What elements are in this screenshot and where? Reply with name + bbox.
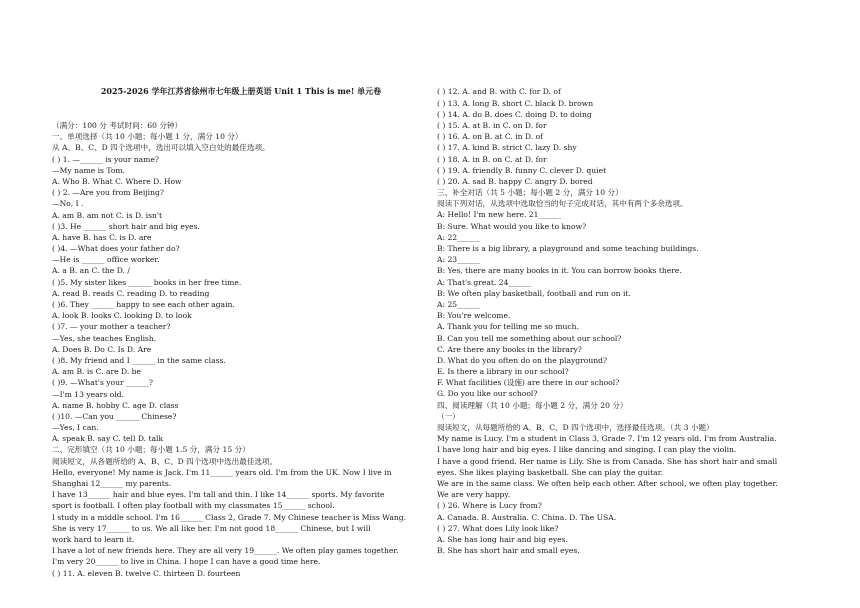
text-line: E. Is there a library in our school? [437, 367, 569, 377]
text-line: B: Sure. What would you like to know? [437, 221, 587, 231]
text-line: ( ) 12. A. and B. with C. for D. of [437, 87, 561, 97]
text-line: 一、单项选择（共 10 小题；每小题 1 分，满分 10 分） [52, 132, 243, 142]
text-line: I'm very 20______ to live in China. I hope I can have a good time here. [52, 557, 321, 567]
right-column-lines [437, 86, 820, 556]
text-line: 四、阅读理解（共 10 小题；每小题 2 分，满分 20 分） [437, 400, 628, 410]
text-line: She is very 17______ to us. We all like her. I'm not good 18______ Chinese, but I will [52, 523, 371, 533]
text-line: B: You're welcome. [437, 311, 511, 321]
text-line: A: 25______ [437, 299, 480, 309]
text-line: B: Yes, there are many books in it. You can borrow books there. [437, 266, 682, 276]
text-line: —Yes, she teaches English. [52, 333, 157, 343]
text-line: B. Can you tell me something about our school? [437, 333, 622, 343]
text-line: eyes. She likes playing basketball. She can play the guitar. [437, 467, 663, 477]
text-line: B: We often play basketball, football and run on it. [437, 288, 631, 298]
text-line: Hello, everyone! My name is Jack. I'm 11______ years old. I'm from the UK. Now I live in [52, 467, 392, 477]
text-line: ( )10. —Can you ______ Chinese? [52, 411, 177, 421]
text-line: A: Hello! I'm new here. 21______ [437, 210, 562, 220]
text-line: —My name is Tom. [52, 165, 126, 175]
text-line: B: There is a big library, a playground and some teaching buildings. [437, 244, 699, 254]
text-line: We are in the same class. We often help each other. After school, we often play together. [437, 478, 778, 488]
text-line: —He is ______ office worker. [52, 255, 160, 265]
text-line: work hard to learn it. [52, 534, 135, 544]
text-line: ( ) 18. A. in B. on C. at D. for [437, 154, 547, 164]
text-line: 三、补全对话（共 5 小题；每小题 2 分，满分 10 分） [437, 188, 623, 198]
text-line: —I'm 13 years old. [52, 389, 124, 399]
text-line: A. read B. reads C. reading D. to reading [52, 288, 210, 298]
text-line: ( )4. —What does your father do? [52, 244, 180, 254]
text-line: ( ) 16. A. on B. at C. in D. of [437, 132, 543, 142]
text-line: G. Do you like our school? [437, 389, 538, 399]
right-column [437, 64, 820, 567]
text-line: A. She has long hair and big eyes. [437, 534, 568, 544]
text-line: —Yes, I can. [52, 423, 99, 433]
text-line: A. Does B. Do C. Is D. Are [52, 344, 152, 354]
text-line: ( ) 17. A. kind B. strict C. lazy D. shy [437, 143, 577, 153]
text-line: ( )7. — your mother a teacher? [52, 322, 171, 332]
text-line: 阅读下列对话，从选项中选取恰当的句子完成对话，其中有两个多余选项。 [437, 199, 688, 209]
text-line: ( ) 2. —Are you from Beijing? [52, 188, 164, 198]
text-line: We are very happy. [437, 490, 511, 500]
text-line: A. Canada. B. Australia. C. China. D. The USA. [437, 512, 617, 522]
text-line: （满分：100 分 考试时间：60 分钟） [52, 121, 183, 131]
text-line: A. Thank you for telling me so much. [437, 322, 579, 332]
text-line: A. a B. an C. the D. / [52, 266, 130, 276]
text-line: ( ) 19. A. friendly B. funny C. clever D. quiet [437, 165, 607, 175]
text-line: —No, I . [52, 199, 84, 209]
document-title: 2025-2026 学年江苏省徐州市七年级上册英语 Unit 1 This is me! 单元卷 [100, 86, 382, 97]
left-column [52, 64, 430, 590]
text-line: 阅读短文，从各题所给的 A、B、C、D 四个选项中选出最佳选项。 [52, 456, 278, 466]
text-line: 从 A、B、C、D 四个选项中，选出可以填入空白处的最佳选项。 [52, 143, 270, 153]
text-line: A: That's great. 24______ [437, 277, 532, 287]
text-line: ( ) 15. A. at B. in C. on D. for [437, 120, 547, 130]
text-line: sport is football. I often play football with my classmates 15______ school. [52, 501, 335, 511]
text-line: I have long hair and big eyes. I like dancing and singing. I can play the violin. [437, 445, 737, 455]
text-line: Shanghai 12______ my parents. [52, 479, 172, 489]
text-line: A: 22______ [437, 232, 480, 242]
text-line: A. am B. is C. are D. be [52, 367, 142, 377]
text-line: C. Are there any books in the library? [437, 344, 582, 354]
text-line: A: 23______ [437, 255, 480, 265]
text-line: B. She has short hair and small eyes. [437, 546, 580, 556]
text-line: ( ) 26. Where is Lucy from? [437, 501, 542, 511]
text-line: ( )3. He ______ short hair and big eyes. [52, 221, 200, 231]
text-line: I study in a middle school. I'm 16______ Class 2, Grade 7. My Chinese teacher is Miss Wang. [52, 512, 407, 522]
left-column-lines [52, 120, 430, 579]
text-line: I have a good friend. Her name is Lily. She is from Canada. She has short hair and small [437, 456, 778, 466]
text-line: A. look B. looks C. looking D. to look [52, 311, 192, 321]
text-line: I have a lot of new friends here. They are all very 19______. We often play games together. [52, 546, 399, 556]
text-line: I have 13______ hair and blue eyes. I'm tall and thin. I like 14______ sports. My favorite [52, 490, 385, 500]
text-line: A. have B. has C. is D. are [52, 232, 152, 242]
text-line: My name is Lucy. I'm a student in Class 3, Grade 7. I'm 12 years old. I'm from Australia. [437, 434, 777, 444]
text-line: ( )9. —What's your ______? [52, 378, 153, 388]
text-line: ( ) 14. A. do B. does C. doing D. to doing [437, 109, 592, 119]
text-line: ( ) 20. A. sad B. happy C. angry D. bored [437, 176, 593, 186]
text-line: ( ) 27. What does Lily look like? [437, 523, 559, 533]
text-line: ( ) 1. —______ is your name? [52, 154, 159, 164]
text-line: ( )8. My friend and I ______ in the same class. [52, 355, 226, 365]
text-line: A. name B. hobby C. age D. class [52, 400, 179, 410]
text-line: A. speak B. say C. tell D. talk [52, 434, 164, 444]
text-line: D. What do you often do on the playground? [437, 355, 608, 365]
text-line: ( ) 11. A. eleven B. twelve C. thirteen D. fourteen [52, 568, 241, 578]
text-line: A. Who B. What C. Where D. How [52, 176, 182, 186]
text-line: 二、完形填空（共 10 小题；每小题 1.5 分，满分 15 分） [52, 445, 250, 455]
text-line: （一） [437, 411, 460, 421]
text-line: ( )6. They ______ happy to see each other again. [52, 300, 235, 310]
text-line: F. What facilities (设施) are there in our school? [437, 378, 620, 388]
text-line: 阅读短文，从每题所给的 A、B、C、D 四个选项中，选择最佳选项。（共 3 小题） [437, 423, 714, 433]
text-line: ( )5. My sister likes ______ books in her free time. [52, 277, 242, 287]
text-line: A. am B. am not C. is D. isn't [52, 210, 163, 220]
text-line: ( ) 13. A. long B. short C. black D. brown [437, 98, 594, 108]
